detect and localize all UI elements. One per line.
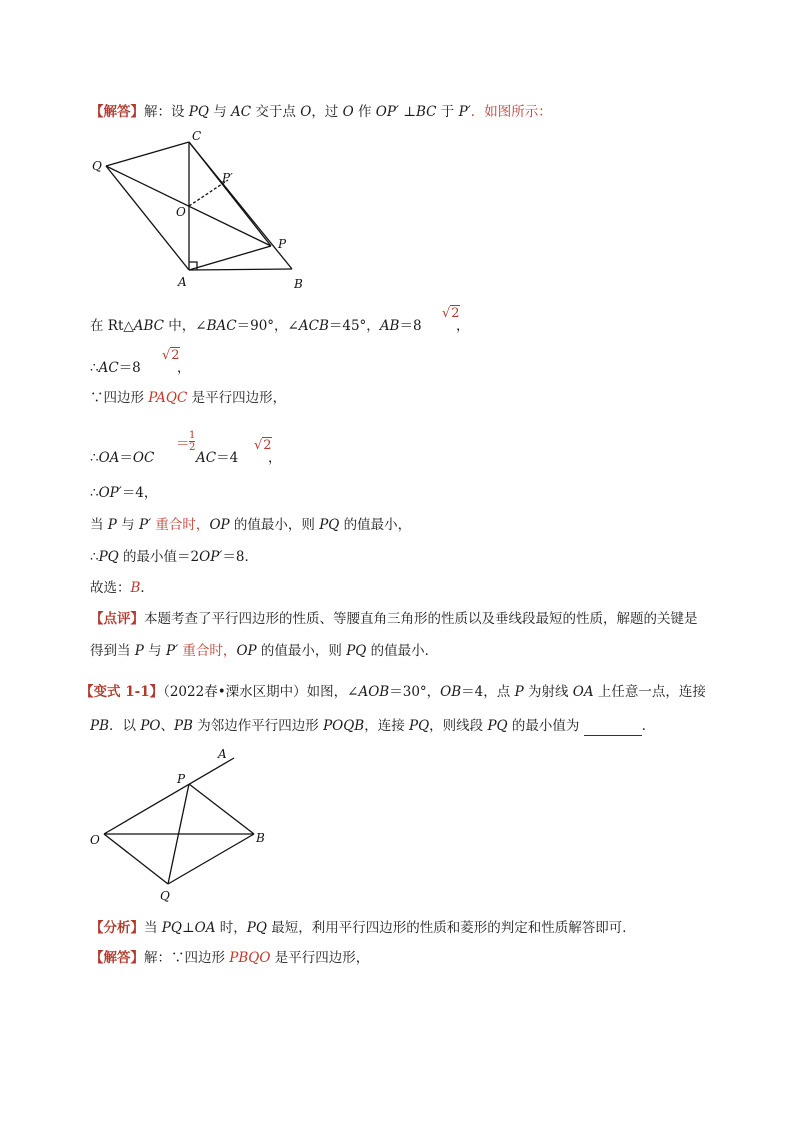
- step-choice: 故选：B．: [90, 580, 154, 596]
- seg-ap: [189, 246, 271, 270]
- analysis-tag: 【分析】: [90, 920, 144, 936]
- seg-pc: [189, 142, 271, 246]
- figure-parallelogram-paqc: [88, 128, 328, 298]
- label-b2: B: [256, 831, 265, 845]
- ray-oa: [104, 758, 234, 834]
- analysis-line: 【分析】当 PQ⊥OA 时，PQ 最短，利用平行四边形的性质和菱形的判定和性质解答即可．: [90, 920, 636, 936]
- step-min-value: ∴PQ 的最小值＝2OP′＝8．: [90, 549, 258, 565]
- step-rt-triangle: 在 Rt△ABC 中，∠BAC＝90°，∠ACB＝45°，AB＝8: [90, 318, 422, 334]
- seg-qc: [106, 142, 189, 166]
- step-oa-oc: ∴OA＝OC: [90, 450, 155, 466]
- label-q: Q: [92, 159, 102, 173]
- variant-line-1: 【变式 1-1】（2022春•溧水区期中）如图，∠AOB＝30°，OB＝4，点 P 为射线 OA 上任意一点，连接: [80, 684, 706, 700]
- label-b: B: [294, 277, 303, 291]
- sqrt-2-c: √2: [254, 438, 272, 453]
- figure-parallelogram-poqb: [86, 744, 286, 904]
- label-q2: Q: [160, 889, 170, 903]
- fraction-one-half: $\frac{1}{2}$: [189, 430, 196, 453]
- review-line-1: 【点评】本题考查了平行四边形的性质、等腰直角三角形的性质以及垂线段最短的性质，解题的关键是: [90, 611, 698, 627]
- label-a: A: [178, 275, 187, 289]
- seg-oq: [104, 834, 168, 884]
- label-pprime: P′: [222, 171, 233, 185]
- seg-ab: [189, 269, 292, 270]
- answer-intro: 【解答】解：设 PQ 与 AC 交于点 O，过 O 作 OP′ ⊥BC 于 P′．如图所示：: [90, 104, 552, 120]
- seg-pb: [189, 784, 254, 834]
- label-p2: P: [177, 772, 186, 786]
- label-o2: O: [90, 833, 100, 847]
- step-op-prime: ∴OP′＝4，: [90, 485, 158, 501]
- label-a2: A: [218, 747, 227, 761]
- seg-qb: [168, 834, 254, 884]
- step-parallelogram: ∵四边形 PAQC 是平行四边形，: [90, 390, 287, 406]
- label-c: C: [192, 129, 202, 143]
- answer-tag: 【解答】: [90, 104, 144, 120]
- answer-tag-2: 【解答】: [90, 950, 144, 966]
- answer-blank[interactable]: [584, 721, 642, 736]
- review-line-2: 得到当 P 与 P′ 重合时，OP 的值最小，则 PQ 的值最小．: [90, 643, 439, 659]
- step-coincide: 当 P 与 P′ 重合时，OP 的值最小，则 PQ 的值最小，: [90, 517, 412, 533]
- step-ac: ∴AC＝8: [90, 360, 141, 376]
- answer-2-line: 【解答】解：∵四边形 PBQO 是平行四边形，: [90, 950, 370, 966]
- label-o: O: [176, 205, 186, 219]
- sqrt-2-b: √2: [162, 348, 180, 363]
- label-p: P: [278, 237, 287, 251]
- variant-line-2: PB．以 PO、PB 为邻边作平行四边形 POQB，连接 PQ，则线段 PQ 的最小值为 ．: [90, 718, 656, 734]
- sqrt-2-a: √2: [442, 306, 460, 321]
- review-tag: 【点评】: [90, 611, 144, 627]
- variant-tag: 【变式 1-1】: [80, 684, 164, 700]
